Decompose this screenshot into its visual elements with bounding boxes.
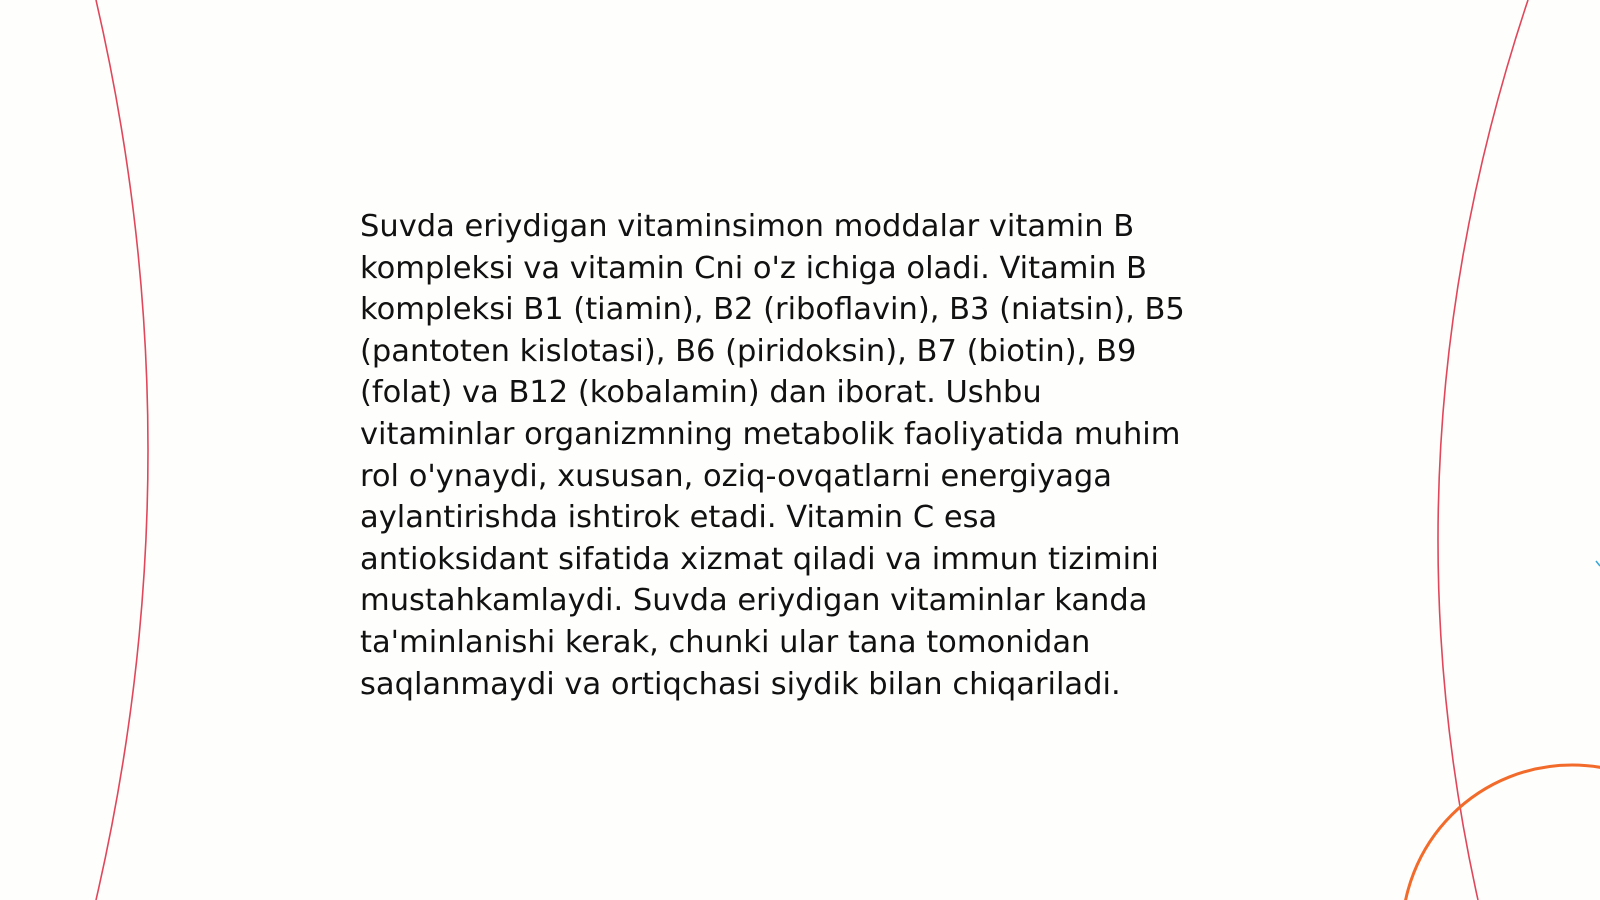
corner-circle-outline <box>1402 765 1600 900</box>
edge-tick-mark <box>1596 561 1600 566</box>
slide-body-paragraph: Suvda eriydigan vitaminsimon moddalar vitamin B kompleksi va vitamin Cni o'z ichiga oladi. Vitamin B kompleksi B1 (tiamin), B2 (riboflavin), B3 (niatsin), B5 (pantoten kislotasi), B6 (piridoksin), B7 (biotin), B9 (folat) va B12 (kobalamin) dan iborat. Ushbu vitaminlar organizmning metabolik faoliyatida muhim rol o'ynaydi, xususan, oziq-ovqatlarni energiyaga aylantirishda ishtirok etadi. Vitamin C esa antioksidant sifatida xizmat qiladi va immun tizimini mustahkamlaydi. Suvda eriydigan vitaminlar kanda ta'minlanishi kerak, chunki ular tana tomonidan saqlanmaydi va ortiqchasi siydik bilan chiqariladi. <box>360 209 1185 702</box>
right-curve-line <box>1438 0 1528 900</box>
left-curve-line <box>96 0 148 900</box>
